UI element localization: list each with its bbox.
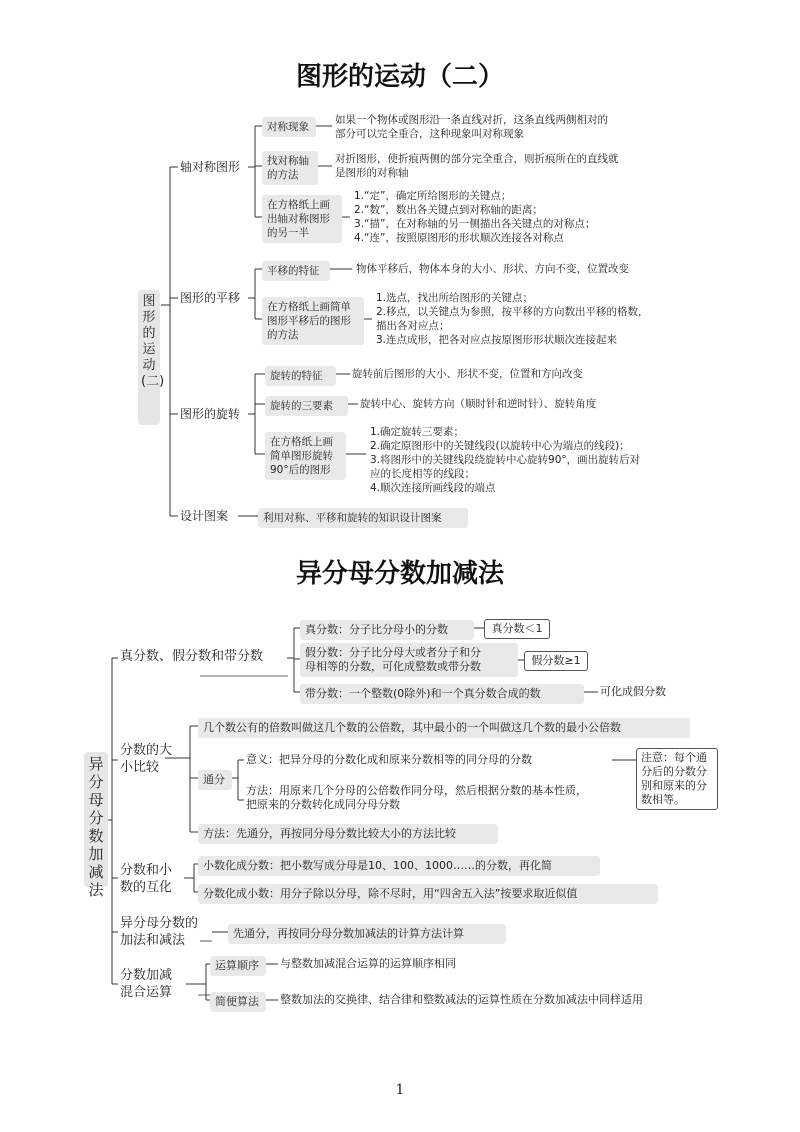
translation-feature-key: 平移的特征	[262, 261, 330, 281]
improper-fraction-note: 假分数≥1	[524, 651, 588, 671]
convert-label: 分数和小 数的互化	[120, 863, 173, 895]
rotation-elements-desc: 旋转中心、旋转方向（顺时针和逆时针）、旋转角度	[360, 398, 597, 410]
section1-title: 图形的运动（二）	[295, 62, 504, 92]
design-label: 设计图案	[180, 509, 229, 523]
add-subtract-label: 异分母分数的 加法和减法	[120, 916, 199, 948]
simple-desc: 整数加法的交换律、结合律和整数减法的运算性质在分数加减法中同样适用	[280, 993, 643, 1006]
axis-symmetry-label: 轴对称图形	[180, 160, 241, 174]
common-denominator-label: 通分	[198, 770, 232, 790]
find-axis-desc: 对折图形，使折痕两侧的部分完全重合，则折痕所在的直线就 是图形的对称轴	[335, 153, 619, 179]
page-number: 1	[395, 1082, 405, 1098]
proper-fraction-note: 真分数＜1	[484, 619, 550, 639]
common-denominator-meaning: 意义：把异分母的分数化成和原来分数相等的同分母的分数	[246, 753, 532, 766]
symmetry-phenomenon-key: 对称现象	[262, 117, 316, 137]
fraction-types-label: 真分数、假分数和带分数	[120, 649, 264, 664]
section2-title: 异分母分数加减法	[295, 559, 504, 589]
rotation-label: 图形的旋转	[180, 407, 241, 421]
lcm-definition: 几个数公有的倍数叫做这几个数的公倍数，其中最小的一个叫做这几个数的最小公倍数	[198, 718, 690, 738]
compare-label: 分数的大 小比较	[120, 743, 173, 775]
rotation-elements-key: 旋转的三要素	[265, 396, 348, 416]
improper-fraction: 假分数：分子比分母大或者分子和分 母相等的分数，可化成整数或带分数	[300, 643, 518, 677]
section2-root: 异分母分数加减法	[84, 752, 108, 887]
fraction-to-decimal: 分数化成小数：用分子除以分母，除不尽时，用“四舍五入法”按要求取近似值	[198, 884, 658, 904]
mixed-ops-label: 分数加减 混合运算	[120, 968, 173, 1000]
translation-draw-desc: 1.选点，找出所给图形的关键点； 2.移点，以关键点为参照，按平移的方向数出平移的格数， 描出各对应点； 3.连点成形，把各对应点按原图形形状顺次连接起来	[376, 292, 649, 346]
section1-root: 图形的运动(二)	[138, 290, 160, 425]
find-axis-key: 找对称轴 的方法	[262, 151, 318, 185]
order-label: 运算顺序	[210, 956, 266, 976]
compare-method: 方法：先通分，再按同分母分数比较大小的方法比较	[198, 824, 498, 844]
simple-label: 简便算法	[210, 992, 266, 1012]
design-desc: 利用对称、平移和旋转的知识设计图案	[258, 508, 468, 528]
add-subtract-desc: 先通分，再按同分母分数加减法的计算方法计算	[228, 924, 506, 944]
attention-note: 注意：每个通 分后的分数分 别和原来的分 数相等。	[636, 748, 718, 810]
translation-feature-desc: 物体平移后，物体本身的大小、形状、方向不变，位置改变	[356, 263, 629, 275]
draw-half-key: 在方格纸上画 出轴对称图形 的另一半	[262, 195, 342, 243]
proper-fraction: 真分数：分子比分母小的分数	[300, 620, 474, 640]
rotation-draw-key: 在方格纸上画 简单图形旋转 90°后的图形	[265, 432, 346, 480]
mixed-number: 带分数：一个整数(0除外)和一个真分数合成的数	[300, 684, 584, 704]
common-denominator-method: 方法：用原来几个分母的公倍数作同分母，然后根据分数的基本性质， 把原来的分数转化成同分母分数	[246, 784, 587, 811]
rotation-feature-key: 旋转的特征	[265, 366, 336, 386]
draw-half-desc: 1.“定”，确定所给图形的关键点； 2.“数”，数出各关键点到对称轴的距离； 3.“描”，在对称轴的另一侧描出各关键点的对称点； 4.“连”，按照原图形的形状顺次连接各对称点	[354, 190, 596, 244]
mixed-number-note: 可化成假分数	[600, 685, 666, 698]
translation-draw-key: 在方格纸上画简单 图形平移后的图形 的方法	[262, 297, 364, 345]
translation-label: 图形的平移	[180, 291, 241, 305]
rotation-feature-desc: 旋转前后图形的大小、形状不变，位置和方向改变	[352, 368, 583, 380]
decimal-to-fraction: 小数化成分数：把小数写成分母是10、100、1000……的分数，再化简	[198, 856, 600, 876]
rotation-draw-desc: 1.确定旋转三要素； 2.确定原图形中的关键线段(以旋转中心为端点的线段)； 3.将图形中的关键线段绕旋转中心旋转90°，画出旋转后对 应的长度相等的线段； 4.顺次连接所画线段的端点	[370, 426, 641, 494]
symmetry-phenomenon-desc: 如果一个物体或图形沿一条直线对折，这条直线两侧相对的 部分可以完全重合，这种现象叫对称现象	[335, 114, 608, 140]
order-desc: 与整数加减混合运算的运算顺序相同	[280, 957, 456, 970]
